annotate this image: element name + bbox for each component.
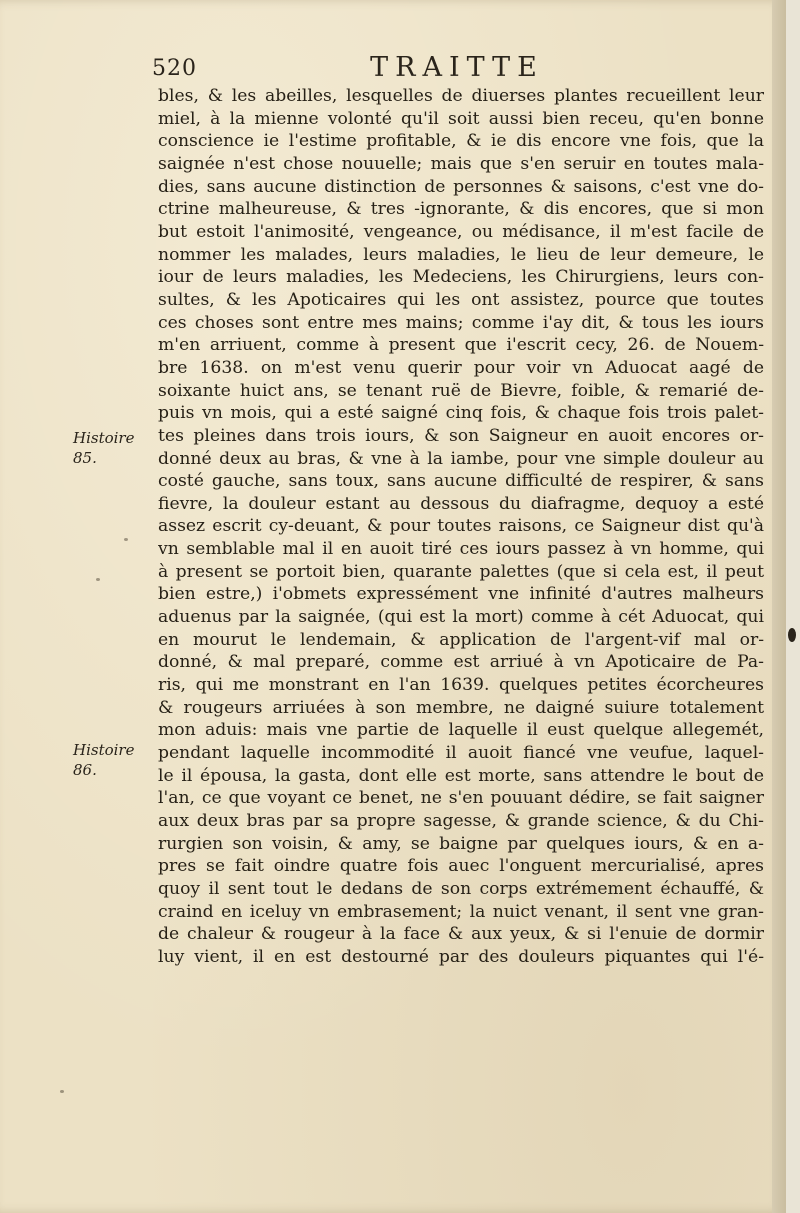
paper-speck (60, 1090, 64, 1093)
text-line: m'en arriuent, comme à present que i'escrit cecy, 26. de Nouem- (158, 335, 764, 356)
text-line: bles, & les abeilles, lesquelles de diuerses plantes recueillent leur (158, 86, 764, 106)
text-line: donné deux au bras, & vne à la iambe, pour vne simple douleur au (158, 448, 764, 469)
margin-note-label: Histoire (73, 741, 135, 759)
text-line: luy vient, il en est destourné par des douleurs piquantes qui l'é- (158, 946, 764, 967)
text-line: aux deux bras par sa propre sagesse, & grande science, & du Chi- (158, 811, 764, 831)
text-line: de chaleur & rougeur à la face & aux yeux, & si l'enuie de dormir (158, 924, 764, 945)
text-line: nommer les malades, leurs maladies, le lieu de leur demeure, le (158, 244, 764, 265)
margin-note-histoire-86 (73, 740, 145, 780)
text-line: bien estre,) i'obmets expressément vne infinité d'autres malheurs (158, 584, 764, 605)
text-line: & rougeurs arriuées à son membre, ne daigné suiure totalement (158, 697, 764, 718)
text-line: saignée n'est chose nouuelle; mais que s'en seruir en toutes mala- (158, 153, 764, 174)
text-line: costé gauche, sans toux, sans aucune difficulté de respirer, & sans (158, 471, 764, 492)
text-line: le il épousa, la gasta, dont elle est morte, sans attendre le bout de (158, 765, 764, 786)
text-line: soixante huict ans, se tenant ruë de Bievre, foible, & remarié de- (158, 380, 764, 401)
text-line: dies, sans aucune distinction de personnes & saisons, c'est vne do- (158, 176, 764, 197)
text-line: ces choses sont entre mes mains; comme i'ay dit, & tous les iours (158, 312, 764, 333)
text-line: vn semblable mal il en auoit tiré ces iours passez à vn homme, qui (158, 539, 764, 560)
page-number: 520 (152, 56, 197, 81)
page-header (152, 52, 762, 86)
margin-note-number: 86. (73, 761, 97, 779)
text-line: sultes, & les Apoticaires qui les ont assistez, pource que toutes (158, 289, 764, 310)
text-line: puis vn mois, qui a esté saigné cinq fois, & chaque fois trois palet- (158, 403, 764, 424)
text-line: assez escrit cy-deuant, & pour toutes raisons, ce Saigneur dist qu'à (158, 516, 764, 537)
text-line: ctrine malheureuse, & tres -ignorante, & dis encores, que si mon (158, 199, 764, 220)
text-line: pres se fait oindre quatre fois auec l'onguent mercurialisé, apres (158, 856, 764, 877)
text-line: bre 1638. on m'est venu querir pour voir vn Aduocat aagé de (158, 357, 764, 378)
text-line: but estoit l'animosité, vengeance, ou médisance, il m'est facile de (158, 221, 764, 242)
text-line: craind en iceluy vn embrasement; la nuict venant, il sent vne gran- (158, 901, 764, 922)
ink-spot (788, 628, 796, 642)
margin-note-label: Histoire (73, 429, 135, 447)
text-line: aduenus par la saignée, (qui est la mort) comme à cét Aduocat, qui (158, 607, 764, 628)
text-line: l'an, ce que voyant ce benet, ne s'en pouuant dédire, se fait saigner (158, 788, 764, 809)
text-line: conscience ie l'estime profitable, & ie dis encore vne fois, que la (158, 131, 764, 152)
running-head: TRAITTE (370, 52, 544, 83)
text-line: donné, & mal preparé, comme est arriué à vn Apoticaire de Pa- (158, 652, 764, 673)
text-line: mon aduis: mais vne partie de laquelle il eust quelque allegemét, (158, 720, 764, 741)
text-line: iour de leurs maladies, les Medeciens, les Chirurgiens, leurs con- (158, 267, 764, 288)
margin-note-histoire-85 (73, 428, 145, 468)
paper-speck (96, 578, 100, 581)
text-line: pendant laquelle incommodité il auoit fiancé vne veufue, laquel- (158, 743, 764, 764)
page-gutter (772, 0, 786, 1213)
text-line: miel, à la mienne volonté qu'il soit aussi bien receu, qu'en bonne (158, 108, 764, 129)
text-line: rurgien son voisin, & amy, se baigne par quelques iours, & en a- (158, 833, 764, 854)
text-line: ris, qui me monstrant en l'an 1639. quelques petites écorcheures (158, 675, 764, 696)
text-line: à present se portoit bien, quarante palettes (que si cela est, il peut (158, 561, 764, 582)
text-line: tes pleines dans trois iours, & son Saigneur en auoit encores or- (158, 425, 764, 446)
paper-speck (124, 538, 128, 541)
text-line: en mourut le lendemain, & application de l'argent-vif mal or- (158, 629, 764, 650)
margin-note-number: 85. (73, 449, 97, 467)
text-line: fievre, la douleur estant au dessous du diafragme, dequoy a esté (158, 493, 764, 514)
text-line: quoy il sent tout le dedans de son corps extrémement échauffé, & (158, 878, 764, 899)
body-text (158, 85, 764, 969)
